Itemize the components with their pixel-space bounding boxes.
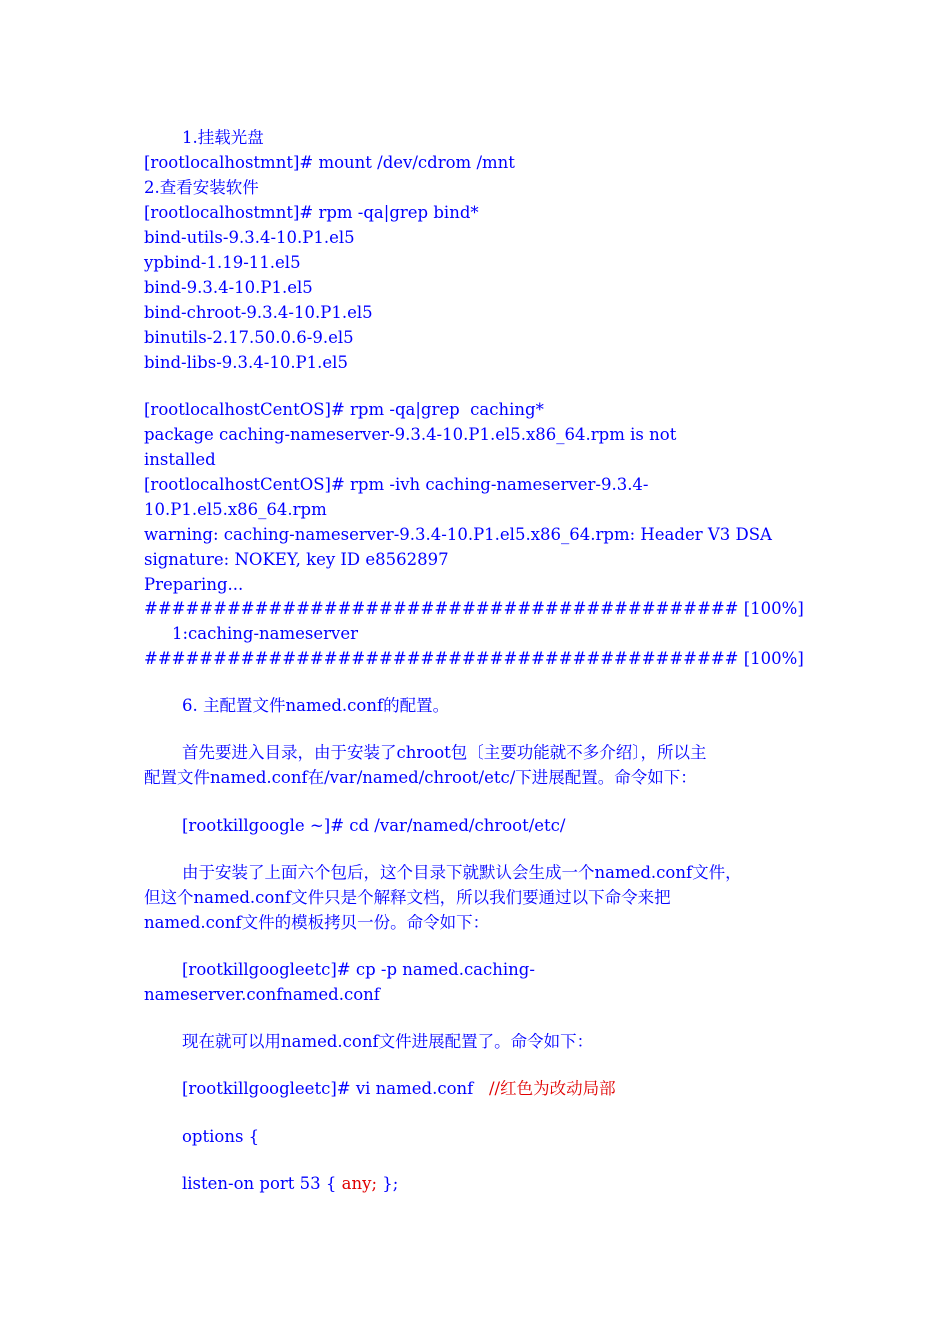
output-line: bind-chroot-9.3.4-10.P1.el5 — [144, 303, 373, 322]
command-line: [rootlocalhostmnt]# rpm -qa|grep bind* — [144, 203, 479, 222]
output-line: bind-9.3.4-10.P1.el5 — [144, 278, 313, 297]
progress-line: ########################################### [100%] — [144, 599, 804, 618]
command-line: [rootlocalhostCentOS]# rpm -qa|grep caching* — [144, 400, 544, 419]
config-highlight: any; — [341, 1174, 378, 1193]
command-text: [rootkillgoogleetc]# vi named.conf — [182, 1079, 489, 1098]
output-line: binutils-2.17.50.0.6-9.el5 — [144, 328, 354, 347]
paragraph-line: 配置文件named.conf在/var/named/chroot/etc/下进展配置。命令如下： — [144, 768, 697, 787]
paragraph-line: 但这个named.conf文件只是个解释文档，所以我们要通过以下命令来把 — [144, 888, 671, 907]
step-heading: 1.挂载光盘 — [182, 128, 264, 147]
output-line: package caching-nameserver-9.3.4-10.P1.el5.x86_64.rpm is not — [144, 425, 677, 444]
output-line: installed — [144, 450, 216, 469]
paragraph-line: 首先要进入目录，由于安装了chroot包〔主要功能就不多介绍〕，所以主 — [182, 743, 707, 762]
config-text: }; — [377, 1174, 399, 1193]
output-line: signature: NOKEY, key ID e8562897 — [144, 550, 449, 569]
paragraph-line: named.conf文件的模板拷贝一份。命令如下： — [144, 913, 490, 932]
output-line: warning: caching-nameserver-9.3.4-10.P1.el5.x86_64.rpm: Header V3 DSA — [144, 525, 772, 544]
command-line — [182, 1079, 616, 1099]
red-comment: //红色为改动局部 — [489, 1079, 616, 1098]
paragraph-line: 现在就可以用named.conf文件进展配置了。命令如下： — [182, 1032, 594, 1051]
output-line: Preparing... — [144, 575, 244, 594]
command-line: [rootlocalhostCentOS]# rpm -ivh caching-nameserver-9.3.4- — [144, 475, 649, 494]
config-line — [182, 1174, 398, 1194]
progress-line: ########################################### [100%] — [144, 649, 804, 668]
command-line: nameserver.confnamed.conf — [144, 985, 380, 1004]
output-line: 1:caching-nameserver — [172, 624, 359, 643]
config-line: options { — [182, 1127, 260, 1146]
output-line: bind-utils-9.3.4-10.P1.el5 — [144, 228, 355, 247]
step-heading: 2.查看安装软件 — [144, 178, 259, 197]
command-line: [rootkillgoogleetc]# cp -p named.caching- — [182, 960, 535, 979]
section-heading: 6. 主配置文件named.conf的配置。 — [182, 696, 450, 715]
output-line: bind-libs-9.3.4-10.P1.el5 — [144, 353, 348, 372]
command-line: [rootkillgoogle ~]# cd /var/named/chroot/etc/ — [182, 816, 566, 835]
config-text: listen-on port 53 { — [182, 1174, 342, 1193]
paragraph-line: 由于安装了上面六个包后，这个目录下就默认会生成一个named.conf文件， — [182, 863, 742, 882]
command-line: [rootlocalhostmnt]# mount /dev/cdrom /mnt — [144, 153, 515, 172]
output-line: ypbind-1.19-11.el5 — [144, 253, 301, 272]
command-line: 10.P1.el5.x86_64.rpm — [144, 500, 327, 519]
